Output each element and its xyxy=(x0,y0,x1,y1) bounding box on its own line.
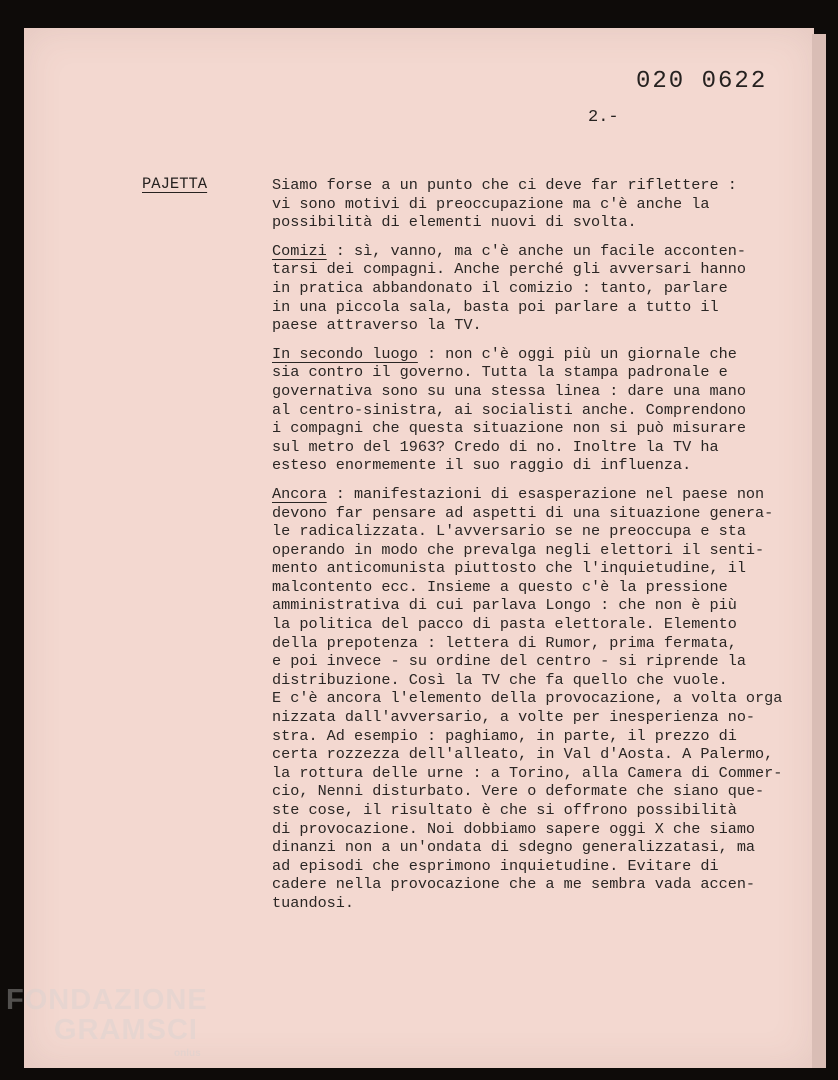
text-line: sul metro del 1963? Credo di no. Inoltre la TV ha xyxy=(272,437,719,456)
text-line: governativa sono su una stessa linea : dare una mano xyxy=(272,381,746,400)
text-line: la politica del pacco di pasta elettorale. Elemento xyxy=(272,615,737,634)
text-line: esteso enormemente il suo raggio di influenza. xyxy=(272,456,692,475)
paragraph-ancora xyxy=(272,485,802,913)
text-line: le radicalizzata. L'avversario se ne preoccupa e sta xyxy=(272,522,746,541)
text-line: cadere nella provocazione che a me sembra vada accen- xyxy=(272,875,756,894)
text-line: certa rozzezza dell'alleato, in Val d'Aosta. A Palermo, xyxy=(272,745,774,764)
text-line: : non c'è oggi più un giornale che xyxy=(417,344,737,363)
paragraph-intro xyxy=(272,176,802,232)
fondazione-gramsci-watermark xyxy=(6,985,208,1069)
text-line: nizzata dall'avversario, a volte per inesperienza no- xyxy=(272,708,756,727)
text-line: ad episodi che esprimono inquietudine. Evitare di xyxy=(272,856,719,875)
text-line: amministrativa di cui parlava Longo : che non è più xyxy=(272,596,737,615)
text-line: stra. Ad esempio : paghiamo, in parte, il prezzo di xyxy=(272,726,737,745)
text-line: la rottura delle urne : a Torino, alla Camera di Commer- xyxy=(272,763,783,782)
text-line: paese attraverso la TV. xyxy=(272,316,482,335)
paragraph-comizi xyxy=(272,242,802,335)
text-line: distribuzione. Così la TV che fa quello che vuole. xyxy=(272,670,728,689)
transcript-body xyxy=(272,176,802,923)
text-line: : sì, vanno, ma c'è anche un facile acconten- xyxy=(326,241,746,260)
watermark-line-2: GRAMSCI xyxy=(54,1014,198,1046)
text-line: sia contro il governo. Tutta la stampa padronale e xyxy=(272,363,728,382)
text-line: al centro-sinistra, ai socialisti anche. Comprendono xyxy=(272,400,746,419)
text-line: mento anticomunista piuttosto che l'inquietudine, il xyxy=(272,559,746,578)
text-line: possibilità di elementi nuovi di svolta. xyxy=(272,213,637,232)
text-line: vi sono motivi di preoccupazione ma c'è anche la xyxy=(272,194,710,213)
text-line: di provocazione. Noi dobbiamo sapere oggi X che siamo xyxy=(272,819,756,838)
text-line: : manifestazioni di esasperazione nel paese non xyxy=(326,484,765,503)
paragraph-secondo-luogo xyxy=(272,345,802,475)
text-line: E c'è ancora l'elemento della provocazione, a volta orga xyxy=(272,689,783,708)
text-line: devono far pensare ad aspetti di una situazione genera- xyxy=(272,503,774,522)
section-heading: In secondo luogo xyxy=(272,344,418,363)
text-line: ste cose, il risultato è che si offrono possibilità xyxy=(272,801,737,819)
text-line: operando in modo che prevalga negli elettori il senti- xyxy=(272,540,765,559)
watermark-line-1: FONDAZIONE xyxy=(6,984,208,1016)
page-edge xyxy=(812,34,826,1068)
text-line: della prepotenza : lettera di Rumor, prima fermata, xyxy=(272,633,737,652)
text-line: in una piccola sala, basta poi parlare a tutto il xyxy=(272,297,719,316)
archive-number: 020 0622 xyxy=(636,68,768,95)
text-line: tuandosi. xyxy=(272,893,355,912)
section-heading: Comizi xyxy=(272,241,327,260)
section-heading: Ancora xyxy=(272,484,327,503)
text-line: e poi invece - su ordine del centro - si riprende la xyxy=(272,652,746,671)
text-line: Siamo forse a un punto che ci deve far riflettere : xyxy=(272,176,737,194)
page-number: 2.- xyxy=(588,108,619,127)
speaker-name: PAJETTA xyxy=(142,175,208,193)
text-line: i compagni che questa situazione non si può misurare xyxy=(272,419,746,438)
text-line: in pratica abbandonato il comizio : tanto, parlare xyxy=(272,278,728,297)
text-line: tarsi dei compagni. Anche perché gli avversari hanno xyxy=(272,260,746,279)
text-line: dinanzi non a un'ondata di sdegno generalizzatasi, ma xyxy=(272,838,756,857)
text-line: malcontento ecc. Insieme a questo c'è la pressione xyxy=(272,577,728,596)
watermark-sub: onlus xyxy=(174,1048,201,1059)
text-line: cio, Nenni disturbato. Vere o deformate che siano que- xyxy=(272,782,765,801)
